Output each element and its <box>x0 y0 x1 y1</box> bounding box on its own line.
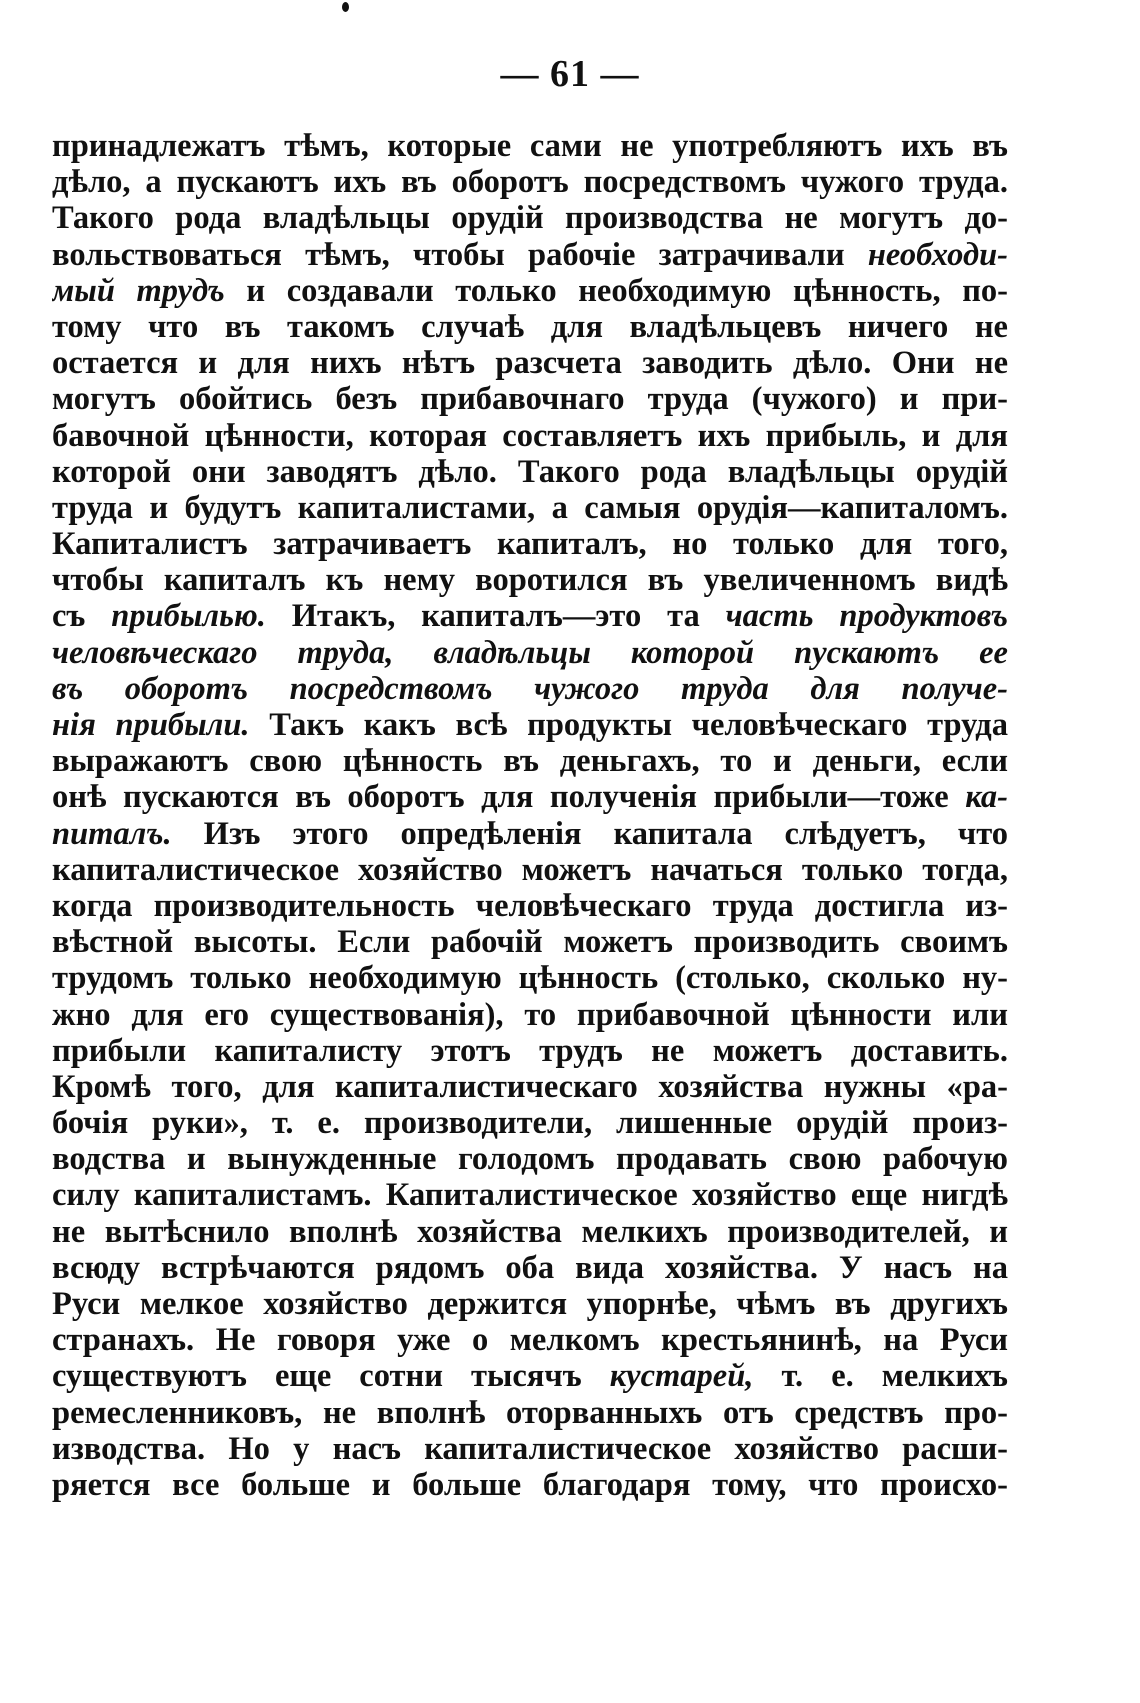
text-segment: тому что въ такомъ случаѣ для владѣльцевъ ничего не <box>52 308 1008 345</box>
text-segment: бочія руки», т. е. производители, лишенные орудій произ- <box>52 1105 1008 1142</box>
italic-segment: необходи- <box>867 236 1008 273</box>
text-line <box>52 816 1008 852</box>
text-segment: принадлежатъ тѣмъ, которые сами не употребляютъ ихъ въ <box>52 128 1008 164</box>
text-segment: капиталистическое хозяйство можетъ начаться только тогда, <box>52 851 1008 888</box>
text-segment: не вытѣснило вполнѣ хозяйства мелкихъ производителей, и <box>52 1213 1008 1250</box>
text-segment: Изъ этого опредѣленія капитала слѣдуетъ, что <box>171 815 1008 852</box>
ink-speck <box>342 2 349 12</box>
text-line <box>52 237 1008 273</box>
text-segment: существуютъ еще сотни тысячъ <box>52 1358 610 1395</box>
text-segment: силу капиталистамъ. Капиталистическое хозяйство еще нигдѣ <box>52 1177 1008 1214</box>
text-line <box>52 1177 1008 1213</box>
text-line <box>52 924 1008 960</box>
italic-segment: человѣческаго труда, владѣльцы которой пускаютъ ее <box>52 634 1008 671</box>
text-segment: т. е. мелкихъ <box>753 1358 1008 1395</box>
text-segment: съ <box>52 598 112 635</box>
text-segment: когда производительность человѣческаго труда достигла из- <box>52 887 1008 924</box>
text-line <box>52 273 1008 309</box>
page-number: — 61 — <box>500 53 640 95</box>
italic-segment: въ оборотъ посредствомъ чужого труда для получе- <box>52 670 1008 707</box>
text-line <box>52 490 1008 526</box>
text-line <box>52 1467 1008 1503</box>
text-line <box>52 1214 1008 1250</box>
text-segment: ряется все больше и больше благодаря тому, что происхо- <box>52 1466 1008 1503</box>
text-segment: прибыли капиталисту этотъ трудъ не можетъ доставить. <box>52 1032 1008 1069</box>
text-line <box>52 1250 1008 1286</box>
text-line <box>52 1395 1008 1431</box>
text-segment: странахъ. Не говоря уже о мелкомъ крестьянинѣ, на Руси <box>52 1322 1008 1359</box>
text-line <box>52 1286 1008 1322</box>
text-line <box>52 164 1008 200</box>
text-line <box>52 1322 1008 1358</box>
text-segment: дѣло, а пускаютъ ихъ въ оборотъ посредствомъ чужого труда. <box>52 164 1008 201</box>
text-line <box>52 707 1008 743</box>
text-line <box>52 635 1008 671</box>
italic-segment: прибылью. <box>111 598 266 635</box>
text-segment: ремесленниковъ, не вполнѣ оторванныхъ отъ средствъ про- <box>52 1394 1008 1431</box>
text-segment: Капиталистъ затрачиваетъ капиталъ, но только для того, <box>52 526 1008 563</box>
text-segment: труда и будутъ капиталистами, а самыя орудія—капиталомъ. <box>52 489 1008 526</box>
text-segment: чтобы капиталъ къ нему воротился въ увеличенномъ видѣ <box>52 562 1008 599</box>
text-segment: вольствоваться тѣмъ, чтобы рабочіе затрачивали <box>52 236 868 273</box>
text-segment: Такъ какъ всѣ продукты человѣческаго труда <box>249 707 1008 743</box>
italic-segment: питалъ. <box>52 815 172 852</box>
text-segment: остается и для нихъ нѣтъ разсчета заводить дѣло. Они не <box>52 345 1008 382</box>
text-line <box>52 1105 1008 1141</box>
text-line <box>52 1431 1008 1467</box>
text-line <box>52 598 1008 634</box>
text-segment: онѣ пускаются въ оборотъ для полученія прибыли—тоже <box>52 779 966 816</box>
text-line <box>52 1069 1008 1105</box>
text-segment: Итакъ, капиталъ—это та <box>265 598 726 635</box>
text-segment: всюду встрѣчаются рядомъ оба вида хозяйства. У насъ на <box>52 1249 1008 1286</box>
text-line <box>52 888 1008 924</box>
text-segment: которой они заводятъ дѣло. Такого рода владѣльцы орудій <box>52 453 1008 490</box>
text-segment: изводства. Но у насъ капиталистическое хозяйство расши- <box>52 1430 1008 1467</box>
text-segment: и создавали только необходимую цѣнность, по- <box>224 272 1008 309</box>
italic-segment: ка- <box>965 779 1008 816</box>
text-line <box>52 1033 1008 1069</box>
italic-segment: мый трудъ <box>52 272 225 309</box>
text-segment: вѣстной высоты. Если рабочій можетъ производить своимъ <box>52 924 1008 961</box>
text-line <box>52 418 1008 454</box>
text-segment: жно для его существованія), то прибавочной цѣнности или <box>52 996 1008 1033</box>
text-segment: Такого рода владѣльцы орудій производства не могутъ до- <box>52 200 1008 237</box>
text-line <box>52 1141 1008 1177</box>
text-segment: Кромѣ того, для капиталистическаго хозяйства нужны «ра- <box>52 1068 1008 1105</box>
text-line <box>52 671 1008 707</box>
text-line <box>52 997 1008 1033</box>
text-segment: выражаютъ свою цѣнность въ деньгахъ, то и деньги, если <box>52 743 1008 780</box>
text-segment: водства и вынужденные голодомъ продавать свою рабочую <box>52 1141 1008 1178</box>
text-line <box>52 381 1008 417</box>
text-line <box>52 1358 1008 1394</box>
text-line <box>52 309 1008 345</box>
italic-segment: нія прибыли. <box>52 707 250 743</box>
text-line <box>52 562 1008 598</box>
text-line <box>52 128 1008 164</box>
text-segment: Руси мелкое хозяйство держится упорнѣе, чѣмъ въ другихъ <box>52 1286 1008 1322</box>
text-line <box>52 454 1008 490</box>
text-line <box>52 960 1008 996</box>
text-segment: бавочной цѣнности, которая составляетъ ихъ прибыль, и для <box>52 417 1008 454</box>
text-line <box>52 345 1008 381</box>
text-segment: могутъ обойтись безъ прибавочнаго труда (чужого) и при- <box>52 381 1008 418</box>
text-line <box>52 526 1008 562</box>
text-line <box>52 200 1008 236</box>
body-text <box>52 128 1008 1503</box>
text-segment: трудомъ только необходимую цѣнность (столько, сколько ну- <box>52 960 1008 997</box>
italic-segment: часть продуктовъ <box>725 598 1008 635</box>
italic-segment: кустарей, <box>609 1358 754 1395</box>
text-line <box>52 743 1008 779</box>
text-line <box>52 779 1008 815</box>
text-line <box>52 852 1008 888</box>
